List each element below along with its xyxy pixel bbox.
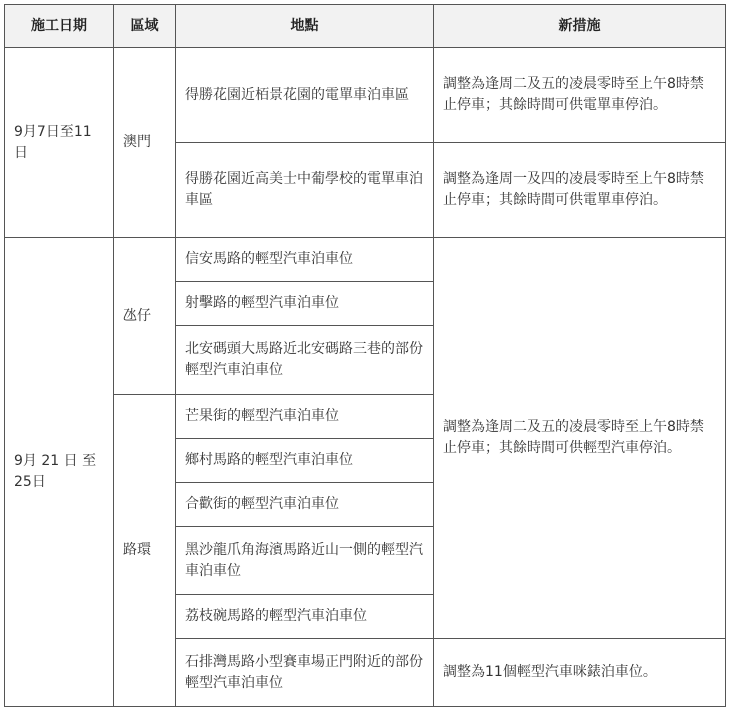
location-text: 鄉村馬路的輕型汽車泊車位 [185,452,353,468]
table-header-row [5,5,726,48]
zone-text: 澳門 [123,134,151,150]
measure-text: 調整為逢周二及五的凌晨零時至上午8時禁止停車；其餘時間可供輕型汽車停泊。 [443,419,704,456]
zone-cell [114,238,176,395]
location-cell [176,527,434,595]
location-text: 信安馬路的輕型汽車泊車位 [185,251,353,267]
header-zone: 區域 [114,5,176,48]
location-cell [176,639,434,707]
period-text: 9月7日至11日 [14,123,92,161]
location-text: 得勝花園近高美士中葡學校的電單車泊車區 [185,171,423,208]
location-cell [176,326,434,395]
header-location: 地點 [176,5,434,48]
location-text: 射擊路的輕型汽車泊車位 [185,295,339,311]
table-row [5,48,726,143]
header-period: 施工日期 [5,5,114,48]
construction-schedule-table [4,4,726,707]
table-row [5,238,726,282]
zone-cell [114,48,176,238]
location-cell [176,48,434,143]
location-cell [176,143,434,238]
measure-cell [434,48,726,143]
location-text: 石排灣馬路小型賽車場正門附近的部份輕型汽車泊車位 [185,653,423,691]
measure-text: 調整為11個輕型汽車咪錶泊車位。 [443,664,657,680]
header-measure: 新措施 [434,5,726,48]
location-text: 荔枝碗馬路的輕型汽車泊車位 [185,608,367,624]
location-cell [176,395,434,439]
measure-cell [434,143,726,238]
location-cell [176,439,434,483]
measure-text: 調整為逢周一及四的凌晨零時至上午8時禁止停車；其餘時間可供電單車停泊。 [443,171,704,208]
location-text: 黑沙龍爪角海濱馬路近山一側的輕型汽車泊車位 [185,541,423,579]
zone-text: 路環 [123,542,151,558]
period-text: 9月 21 日 至 25日 [14,453,97,490]
period-cell [5,238,114,707]
measure-cell [434,639,726,707]
location-cell [176,238,434,282]
location-cell [176,595,434,639]
measure-cell-shared [434,238,726,639]
location-cell [176,483,434,527]
location-text: 北安碼頭大馬路近北安碼路三巷的部份輕型汽車泊車位 [185,341,423,378]
location-text: 芒果街的輕型汽車泊車位 [185,408,339,424]
location-cell [176,282,434,326]
zone-text: 氹仔 [123,307,151,324]
period-cell [5,48,114,238]
location-text: 得勝花園近栢景花園的電單車泊車區 [185,86,409,103]
measure-text: 調整為逢周二及五的凌晨零時至上午8時禁止停車；其餘時間可供電單車停泊。 [443,76,704,113]
location-text: 合歡街的輕型汽車泊車位 [185,496,339,512]
zone-cell [114,395,176,707]
